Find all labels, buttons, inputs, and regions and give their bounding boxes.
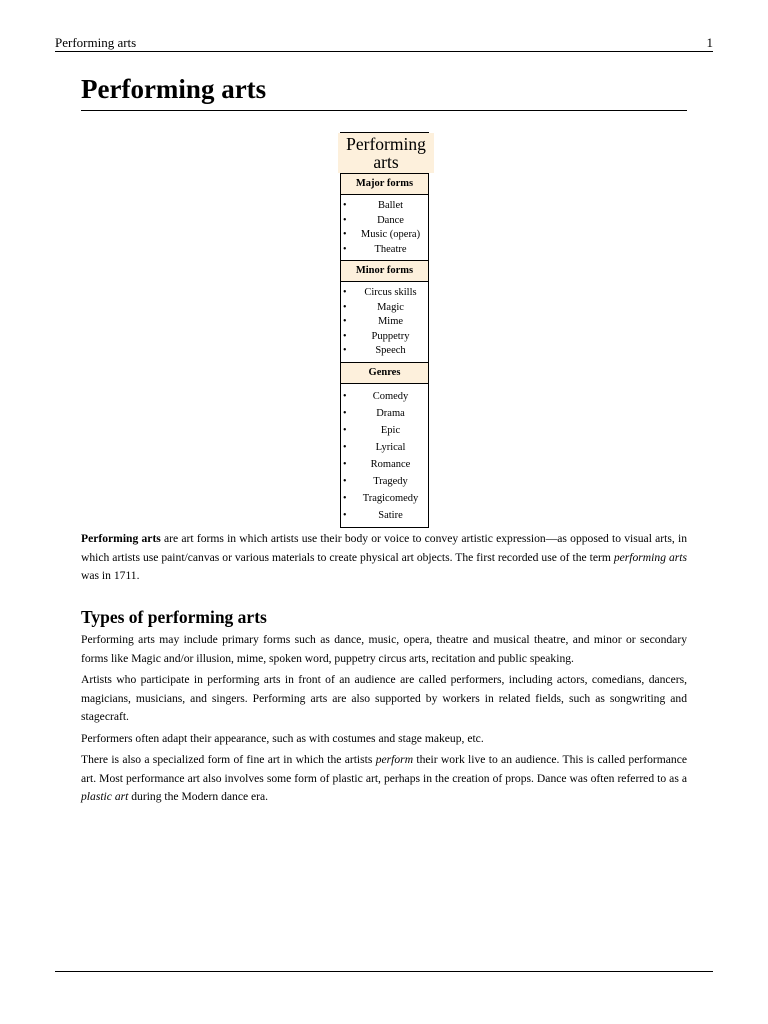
paragraph-4-text-c: their work live to an audience. This is called performance art. Most performance art also involves some form of plastic art, perhaps in the creation of props. Dance was often referred to as a [81,753,688,785]
list-item[interactable]: • Mime [341,315,428,330]
running-header-title: Performing arts [55,35,137,50]
paragraph-3: Performers often adapt their appearance, such as with costumes and stage makeup, etc. [81,732,484,745]
list-item[interactable]: • Ballet [341,199,428,214]
paragraph-2: Artists who participate in performing arts in front of an audience are called performers, including actors, comedians, dancers, magicians, musicians, and singers. Performing arts are also supported by workers in related fields, such as songwriting and stagecraft. [81,673,687,724]
list-item[interactable]: • Puppetry [341,330,428,345]
list-item[interactable]: • Drama [341,405,428,422]
infobox-list-minor-forms [341,282,428,362]
list-item[interactable]: • Comedy [341,388,428,405]
infobox-header-major-forms: Major forms [341,173,428,195]
paragraph-4-plastic-art[interactable]: plastic art [81,790,129,804]
intro-text-1: are art forms in which artists use their body or voice to convey artistic expression—as opposed to visual arts, in which artists use paint/canvas or various materials to create physical art objects. The first recorded use of the term [81,532,687,564]
infobox-title [338,133,434,173]
intro-term-italic[interactable]: performing arts [613,550,687,564]
paragraph-4-perform: perform [375,753,414,766]
list-item[interactable]: • Lyrical [341,439,428,456]
infobox-header-genres: Genres [341,362,428,384]
infobox-title-line1: Performing [346,134,426,154]
list-item[interactable]: • Dance [341,214,428,229]
list-item[interactable]: • Magic [341,301,428,316]
running-header [55,35,713,52]
paragraph-4 [81,751,687,807]
list-item[interactable]: • Tragicomedy [341,490,428,507]
paragraph-1: Performing arts may include primary forms such as dance, music, opera, theatre and musical theatre, and minor or secondary forms like Magic and/or illusion, mime, spoken word, puppetry circus arts, recitation and public speaking. [81,633,687,665]
page-title: Performing arts [81,70,687,111]
section-heading: Types of performing arts [81,607,267,627]
list-item[interactable]: • Circus skills [341,286,428,301]
list-item[interactable]: • Romance [341,456,428,473]
list-item[interactable]: • Theatre [341,243,428,258]
infobox-list-genres [341,384,428,527]
paragraph-4-text-a: There is also a specialized form of fine art in which the artists [81,753,376,766]
infobox [340,132,429,528]
footer-rule [55,971,713,972]
list-item[interactable]: • Epic [341,422,428,439]
intro-term: Performing arts [81,532,161,545]
intro-paragraph [81,530,687,586]
paragraph-4-text-e: during the Modern dance era. [128,790,269,804]
infobox-title-line2: arts [373,152,399,172]
list-item[interactable]: • Satire [341,507,428,524]
page-number: 1 [706,35,713,50]
list-item[interactable]: • Speech [341,344,428,359]
list-item[interactable]: • Tragedy [341,473,428,490]
infobox-header-minor-forms: Minor forms [341,260,428,282]
intro-text-2: was in 1711. [81,569,140,583]
infobox-list-major-forms [341,195,428,260]
list-item[interactable]: • Music (opera) [341,228,428,243]
